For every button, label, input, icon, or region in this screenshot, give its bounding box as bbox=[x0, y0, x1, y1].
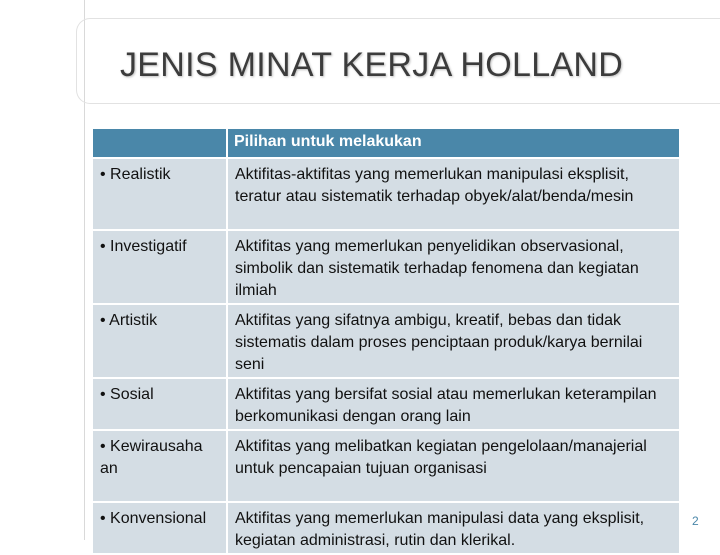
slide-title: JENIS MINAT KERJA HOLLAND bbox=[120, 46, 624, 84]
row-type: • Sosial bbox=[92, 378, 227, 430]
row-type: • Realistik bbox=[92, 158, 227, 230]
table-row bbox=[92, 378, 680, 430]
row-type: • Konvensional bbox=[92, 502, 227, 554]
table-row bbox=[92, 158, 680, 230]
header-type bbox=[92, 128, 227, 158]
holland-interest-table bbox=[91, 127, 681, 555]
table-row bbox=[92, 230, 680, 304]
table-row bbox=[92, 430, 680, 502]
row-type: • Kewirausaha an bbox=[92, 430, 227, 502]
row-description: Aktifitas yang memerlukan penyelidikan observasional, simbolik dan sistematik terhadap fenomena dan kegiatan ilmiah bbox=[227, 230, 680, 304]
row-type: • Artistik bbox=[92, 304, 227, 378]
table-header-row bbox=[92, 128, 680, 158]
table-row bbox=[92, 304, 680, 378]
row-description: Aktifitas yang memerlukan manipulasi data yang eksplisit, kegiatan administrasi, rutin dan klerikal. bbox=[227, 502, 680, 554]
row-description: Aktifitas yang sifatnya ambigu, kreatif, bebas dan tidak sistematis dalam proses penciptaan produk/karya bernilai seni bbox=[227, 304, 680, 378]
row-type: • Investigatif bbox=[92, 230, 227, 304]
row-description: Aktifitas-aktifitas yang memerlukan manipulasi eksplisit, teratur atau sistematik terhadap obyek/alat/benda/mesin bbox=[227, 158, 680, 230]
table-row bbox=[92, 502, 680, 554]
row-description: Aktifitas yang melibatkan kegiatan pengelolaan/manajerial untuk pencapaian tujuan organisasi bbox=[227, 430, 680, 502]
header-description: Pilihan untuk melakukan bbox=[227, 128, 680, 158]
row-description: Aktifitas yang bersifat sosial atau memerlukan keterampilan berkomunikasi dengan orang lain bbox=[227, 378, 680, 430]
page-number: 2 bbox=[692, 514, 699, 528]
